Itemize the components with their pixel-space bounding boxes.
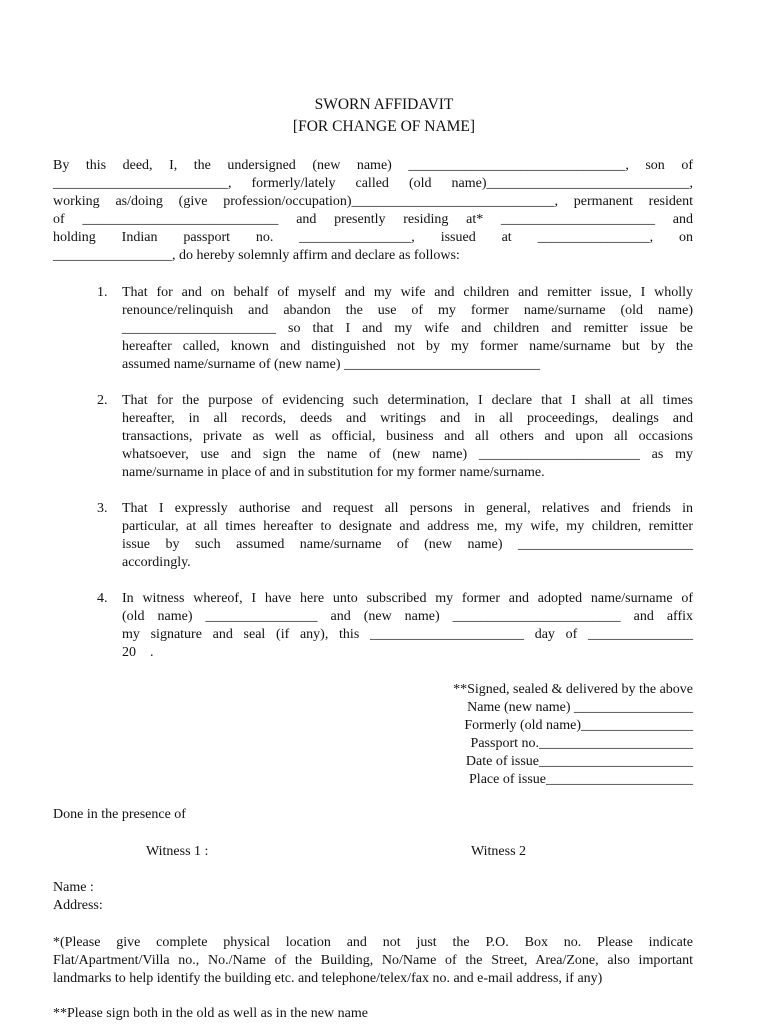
clause-line: my signature and seal (if any), this ______________________ day of _______________ bbox=[122, 627, 693, 642]
passport-no-field: Passport no.______________________ bbox=[470, 736, 693, 751]
clause-line: 20 . bbox=[122, 645, 154, 660]
clause-line: accordingly. bbox=[122, 555, 191, 570]
presence-heading: Done in the presence of bbox=[53, 807, 186, 822]
date-of-issue-field: Date of issue______________________ bbox=[465, 754, 693, 769]
clause-line: hereafter called, known and distinguished not by my former name/surname but by the bbox=[122, 339, 693, 354]
clause-line: issue by such assumed name/surname of (new name) _________________________ bbox=[122, 537, 693, 552]
signed-sealed-line: **Signed, sealed & delivered by the above bbox=[453, 682, 693, 697]
clause-number: 1. bbox=[97, 285, 108, 300]
clause-line: In witness whereof, I have here unto subscribed my former and adopted name/surname of bbox=[122, 591, 693, 606]
intro-line: By this deed, I, the undersigned (new name) _______________________________, son of bbox=[53, 158, 693, 173]
clause-number: 4. bbox=[97, 591, 108, 606]
document-title: SWORN AFFIDAVIT bbox=[314, 96, 454, 113]
clause-line: (old name) ________________ and (new name) ________________________ and affix bbox=[122, 609, 693, 624]
footnote-line: *(Please give complete physical location and not just the P.O. Box no. Please indicate bbox=[53, 935, 693, 950]
old-name-field: Formerly (old name)________________ bbox=[464, 718, 693, 733]
footnote-signature: **Please sign both in the old as well as in the new name bbox=[53, 1006, 368, 1021]
clause-line: name/surname in place of and in substitution for my former name/surname. bbox=[122, 465, 545, 480]
intro-line: holding Indian passport no. ________________, issued at ________________, on bbox=[53, 230, 693, 245]
intro-line: working as/doing (give profession/occupation)_____________________________, permanent resident bbox=[53, 194, 693, 209]
clause-line: renounce/relinquish and abandon the use of my former name/surname (old name) bbox=[122, 303, 693, 318]
footnote-line: landmarks to help identify the building etc. and telephone/telex/fax no. and e-mail address, if any) bbox=[53, 971, 603, 986]
clause-line: assumed name/surname of (new name) ____________________________ bbox=[122, 357, 540, 372]
witness-1-label: Witness 1 : bbox=[146, 844, 209, 859]
clause-2 bbox=[122, 392, 693, 482]
clause-number: 2. bbox=[97, 393, 108, 408]
clause-line: hereafter, in all records, deeds and writings and in all proceedings, dealings and bbox=[122, 411, 693, 426]
document-subtitle: [FOR CHANGE OF NAME] bbox=[292, 118, 476, 135]
intro-line: _________________, do hereby solemnly affirm and declare as follows: bbox=[53, 248, 460, 263]
clause-3 bbox=[122, 500, 693, 572]
place-of-issue-field: Place of issue_____________________ bbox=[469, 772, 693, 787]
address-label: Address: bbox=[53, 898, 103, 913]
clause-number: 3. bbox=[97, 501, 108, 516]
clause-line: That for the purpose of evidencing such determination, I declare that I shall at all times bbox=[122, 393, 693, 408]
intro-line: of ____________________________ and presently residing at* ______________________ and bbox=[53, 212, 693, 227]
clause-line: whatsoever, use and sign the name of (new name) _______________________ as my bbox=[122, 447, 693, 462]
intro-line: _________________________, formerly/lately called (old name)_____________________________, bbox=[53, 176, 693, 191]
clause-4 bbox=[122, 590, 693, 662]
name-label: Name : bbox=[53, 880, 94, 895]
clause-line: That for and on behalf of myself and my wife and children and remitter issue, I wholly bbox=[122, 285, 693, 300]
footnote-line: Flat/Apartment/Villa no., No./Name of the Building, No/Name of the Street, Area/Zone, also important bbox=[53, 953, 693, 968]
clause-line: ______________________ so that I and my wife and children and remitter issue be bbox=[122, 321, 693, 336]
clause-1 bbox=[122, 284, 693, 374]
clause-line: That I expressly authorise and request all persons in general, relatives and friends in bbox=[122, 501, 693, 516]
clause-line: particular, at all times hereafter to designate and address me, my wife, my children, remitter bbox=[122, 519, 693, 534]
clause-line: transactions, private as well as official, business and all others and upon all occasions bbox=[122, 429, 693, 444]
witness-2-label: Witness 2 bbox=[471, 844, 527, 859]
new-name-field: Name (new name) _________________ bbox=[467, 700, 693, 715]
